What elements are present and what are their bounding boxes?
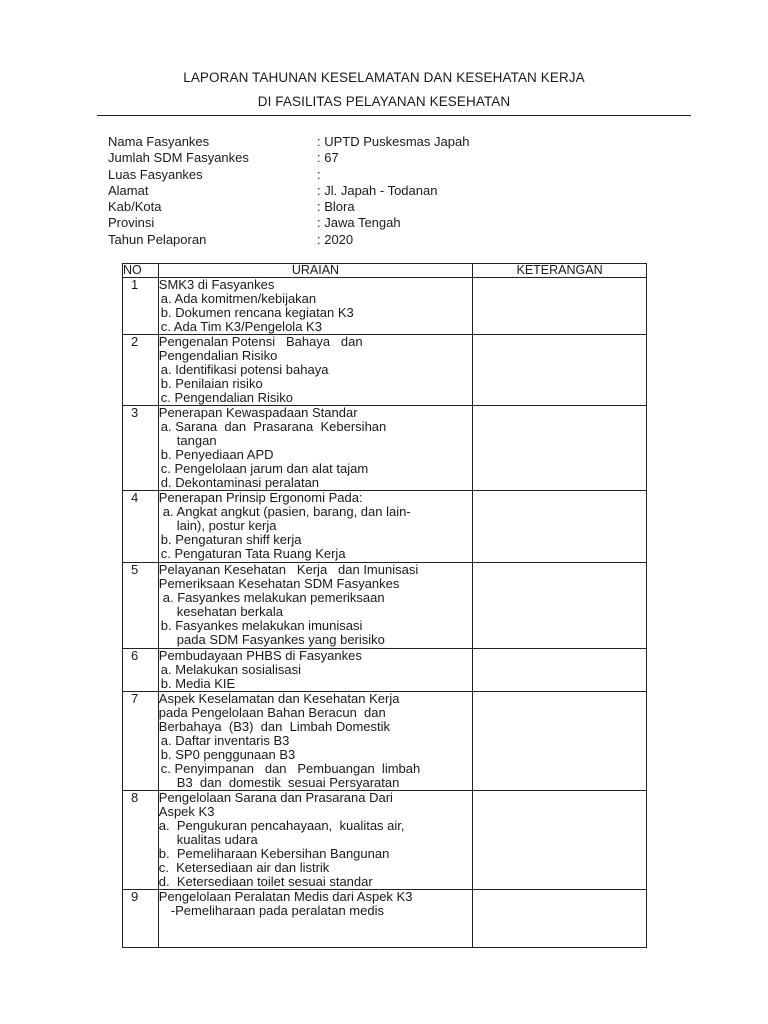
- table-header-row: [123, 264, 647, 278]
- uraian-line: a. Fasyankes melakukan pemeriksaan: [162, 590, 385, 605]
- row-number: 7: [131, 691, 139, 706]
- info-label: Alamat: [108, 182, 149, 198]
- row-keterangan: [473, 563, 647, 649]
- uraian-line: c. Pengaturan Tata Ruang Kerja: [160, 546, 346, 561]
- info-label: Jumlah SDM Fasyankes: [108, 150, 249, 166]
- table-row: [123, 335, 647, 406]
- row-keterangan: [473, 278, 647, 335]
- info-row-provinsi: [108, 215, 668, 231]
- uraian-line: c. Pengendalian Risiko: [160, 390, 294, 405]
- info-value: : Blora: [317, 199, 355, 215]
- row-number: 8: [131, 790, 139, 805]
- row-number: 5: [131, 562, 139, 577]
- row-number: 2: [131, 334, 139, 349]
- uraian-line: tangan: [176, 433, 217, 448]
- uraian-line: b. Media KIE: [160, 676, 236, 691]
- uraian-line: Penerapan Kewaspadaan Standar: [158, 405, 358, 420]
- facility-info: [108, 134, 668, 248]
- header-keterangan: KETERANGAN: [473, 264, 647, 278]
- info-value: : 2020: [317, 231, 354, 247]
- uraian-line: kualitas udara: [176, 832, 258, 847]
- row-number: 4: [131, 490, 139, 505]
- row-keterangan: [473, 890, 647, 948]
- uraian-line: pada SDM Fasyankes yang berisiko: [176, 632, 385, 647]
- row-uraian: [158, 692, 472, 791]
- info-value: :: [317, 166, 321, 182]
- uraian-line: c. Ada Tim K3/Pengelola K3: [160, 319, 322, 334]
- uraian-line: Pengendalian Risiko: [158, 348, 278, 363]
- uraian-line: Pengelolaan Sarana dan Prasarana Dari: [158, 790, 393, 805]
- row-uraian: [158, 791, 472, 890]
- header-uraian: URAIAN: [158, 264, 472, 278]
- row-uraian: [158, 278, 472, 335]
- uraian-line: kesehatan berkala: [176, 604, 284, 619]
- row-uraian: [158, 890, 472, 948]
- row-uraian: [158, 491, 472, 563]
- uraian-line: Penerapan Prinsip Ergonomi Pada:: [158, 490, 363, 505]
- row-uraian: [158, 563, 472, 649]
- info-label: Tahun Pelaporan: [108, 231, 207, 247]
- table-row: [123, 278, 647, 335]
- table-row: [123, 563, 647, 649]
- info-value: : Jl. Japah - Todanan: [317, 182, 438, 198]
- info-label: Luas Fasyankes: [108, 166, 203, 182]
- table-row: [123, 692, 647, 791]
- uraian-line: b. Fasyankes melakukan imunisasi: [160, 618, 363, 633]
- info-label: Nama Fasyankes: [108, 134, 210, 149]
- info-row-kabkota: [108, 199, 668, 215]
- uraian-line: c. Ketersediaan air dan listrik: [158, 860, 330, 875]
- uraian-line: Aspek Keselamatan dan Kesehatan Kerja: [158, 691, 400, 706]
- info-value: : 67: [317, 150, 339, 166]
- info-row-luas: [108, 167, 668, 183]
- uraian-line: a. Daftar inventaris B3: [160, 733, 290, 748]
- header-no: NO: [123, 264, 159, 278]
- row-keterangan: [473, 649, 647, 692]
- uraian-line: d. Dekontaminasi peralatan: [160, 475, 320, 490]
- k3-report-table: [122, 263, 647, 948]
- row-number: 9: [131, 889, 139, 904]
- uraian-line: b. Dokumen rencana kegiatan K3: [160, 305, 354, 320]
- row-number: 6: [131, 648, 139, 663]
- uraian-line: Aspek K3: [158, 804, 215, 819]
- uraian-line: SMK3 di Fasyankes: [158, 277, 275, 292]
- uraian-line: a. Ada komitmen/kebijakan: [160, 291, 317, 306]
- uraian-line: -Pemeliharaan pada peralatan medis: [170, 903, 384, 918]
- uraian-line: c. Penyimpanan dan Pembuangan limbah: [160, 761, 421, 776]
- info-row-jumlah-sdm: [108, 150, 668, 166]
- row-keterangan: [473, 491, 647, 563]
- info-label: Provinsi: [108, 215, 155, 231]
- uraian-line: Pemeriksaan Kesehatan SDM Fasyankes: [158, 576, 400, 591]
- uraian-line: pada Pengelolaan Bahan Beracun dan: [158, 705, 386, 720]
- row-uraian: [158, 649, 472, 692]
- info-row-tahun: [108, 232, 668, 248]
- uraian-line: b. Penyediaan APD: [160, 447, 274, 462]
- uraian-line: c. Pengelolaan jarum dan alat tajam: [160, 461, 369, 476]
- uraian-line: b. Penilaian risiko: [160, 376, 263, 391]
- uraian-line: a. Angkat angkut (pasien, barang, dan lain-: [162, 504, 411, 519]
- row-keterangan: [473, 791, 647, 890]
- uraian-line: Berbahaya (B3) dan Limbah Domestik: [158, 719, 391, 734]
- table-row: [123, 791, 647, 890]
- info-row-nama: [108, 134, 668, 150]
- uraian-line: lain), postur kerja: [176, 518, 277, 533]
- uraian-line: a. Identifikasi potensi bahaya: [160, 362, 329, 377]
- row-keterangan: [473, 692, 647, 791]
- uraian-line: a. Pengukuran pencahayaan, kualitas air,: [158, 818, 405, 833]
- info-value: : Jawa Tengah: [317, 215, 401, 231]
- uraian-line: b. SP0 penggunaan B3: [160, 747, 296, 762]
- uraian-line: B3 dan domestik sesuai Persyaratan: [176, 775, 400, 790]
- table-row: [123, 649, 647, 692]
- report-title-line1: LAPORAN TAHUNAN KESELAMATAN DAN KESEHATAN KERJA: [183, 70, 585, 85]
- row-keterangan: [473, 406, 647, 491]
- info-row-alamat: [108, 183, 668, 199]
- table-row: [123, 890, 647, 948]
- uraian-line: Pengenalan Potensi Bahaya dan: [158, 334, 363, 349]
- table-row: [123, 491, 647, 563]
- row-uraian: [158, 335, 472, 406]
- info-label: Kab/Kota: [108, 199, 162, 215]
- table-row: [123, 406, 647, 491]
- uraian-line: a. Sarana dan Prasarana Kebersihan: [160, 419, 387, 434]
- row-number: 3: [131, 405, 139, 420]
- uraian-line: d. Ketersediaan toilet sesuai standar: [158, 874, 373, 889]
- uraian-line: Pelayanan Kesehatan Kerja dan Imunisasi: [158, 562, 419, 577]
- row-keterangan: [473, 335, 647, 406]
- uraian-line: a. Melakukan sosialisasi: [160, 662, 301, 677]
- report-title-line2: DI FASILITAS PELAYANAN KESEHATAN: [257, 94, 511, 109]
- row-number: 1: [131, 277, 139, 292]
- title-divider: [97, 115, 691, 116]
- uraian-line: b. Pemeliharaan Kebersihan Bangunan: [158, 846, 390, 861]
- uraian-line: Pembudayaan PHBS di Fasyankes: [158, 648, 362, 663]
- uraian-line: Pengelolaan Peralatan Medis dari Aspek K3: [158, 889, 413, 904]
- uraian-line: b. Pengaturan shiff kerja: [160, 532, 302, 547]
- row-uraian: [158, 406, 472, 491]
- info-value: : UPTD Puskesmas Japah: [317, 134, 470, 149]
